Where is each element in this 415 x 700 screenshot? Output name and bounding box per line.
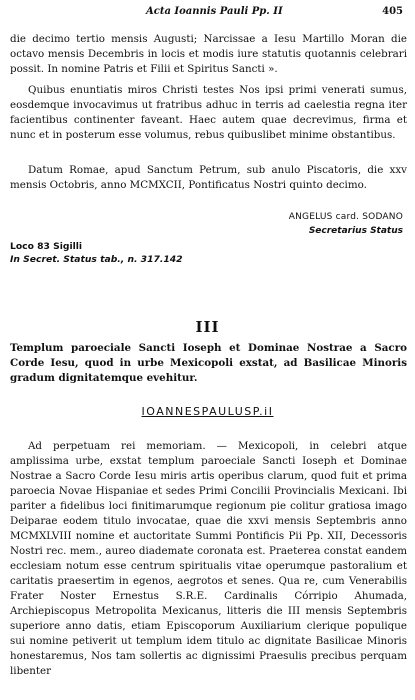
seal-registry: In Secret. Status tab., n. 317.142 xyxy=(10,254,183,265)
seal-note xyxy=(10,240,183,266)
running-header xyxy=(0,6,415,20)
paragraph-invocation: Quibus enuntiatis miros Christi testes Nos ipsi primi venerati sumus, eosdemque invocavimus ut fratribus adhuc in terris ad caelestia regna iter facientibus continenter faveant. Haec autem quae decrevimus, firma et nunc et in posterum esse volumus, rebus quibuslibet minime obstantibus. xyxy=(10,84,407,141)
paragraph-decree-end: die decimo tertio mensis Augusti; Narcissae a Iesu Martillo Moran die octavo mensis Decembris in locis et modis iure statutis quotannis celebrari possit. In nomine Patris et Filii et Spiritus Sancti ». xyxy=(10,33,407,75)
pope-name: IOANNESPAULUSP.iI xyxy=(141,405,274,418)
seal-location: Loco 83 Sigilli xyxy=(10,241,83,252)
section-numeral: III xyxy=(195,318,220,336)
signatory-role: Secretarius Status xyxy=(308,226,403,236)
paragraph-memoriam: Ad perpetuam rei memoriam. — Mexicopoli, in celebri atque amplissima urbe, exstat templum paroeciale Sancti Ioseph et Dominae Nostrae a Sacro Corde Iesu miris artis operibus clarum, quod fuit et prima paroecia Novae Hispaniae et sedes Primi Concilii Provincialis Mexicani. Ibi pariter a fidelibus loci finitimarumque regionum pie colitur gratiosa imago Deiparae eodem titulo invocatae, quae die xxvi mensis Septembris anno MCMXLVIII nomine et auctoritate Summi Pontificis Pii Pp. XII, Decessoris Nostri rec. mem., aureo diademate coronata est. Praeterea constat eandem ecclesiam notum esse centrum spiritualis vitae operumque pastoralium et caritatis praesertim in egenos, aegrotos et senes. Qua re, cum Venerabilis Frater Noster Ernestus S.R.E. Cardinalis Córripio Ahumada, Archiepiscopus Metropolita Mexicanus, litteris die III mensis Septembris superiore anno datis, etiam Episcoporum Auxiliarium clerique populique sui nomine petiverit ut templum idem titulo ac dignitate Basilicae Minoris honestaremus, Nos tam sollertis ac dignissimi Praesulis precibus perquam libenter xyxy=(10,440,407,677)
running-title: Acta Ioannis Pauli Pp. II xyxy=(146,6,283,17)
paragraph-datum: Datum Romae, apud Sanctum Petrum, sub anulo Piscatoris, die xxv mensis Octobris, anno MCMXCII, Pontificatus Nostri quinto decimo. xyxy=(10,164,407,191)
signature-block xyxy=(289,210,403,238)
page-number: 405 xyxy=(382,6,403,17)
section-title: Templum paroeciale Sancti Ioseph et Dominae Nostrae a Sacro Corde Iesu, quod in urbe Mexicopoli exstat, ad Basilicae Minoris gradum dignitatemque evehitur. xyxy=(10,342,407,384)
signatory-name: ANGELUS card. SODANO xyxy=(288,212,403,222)
